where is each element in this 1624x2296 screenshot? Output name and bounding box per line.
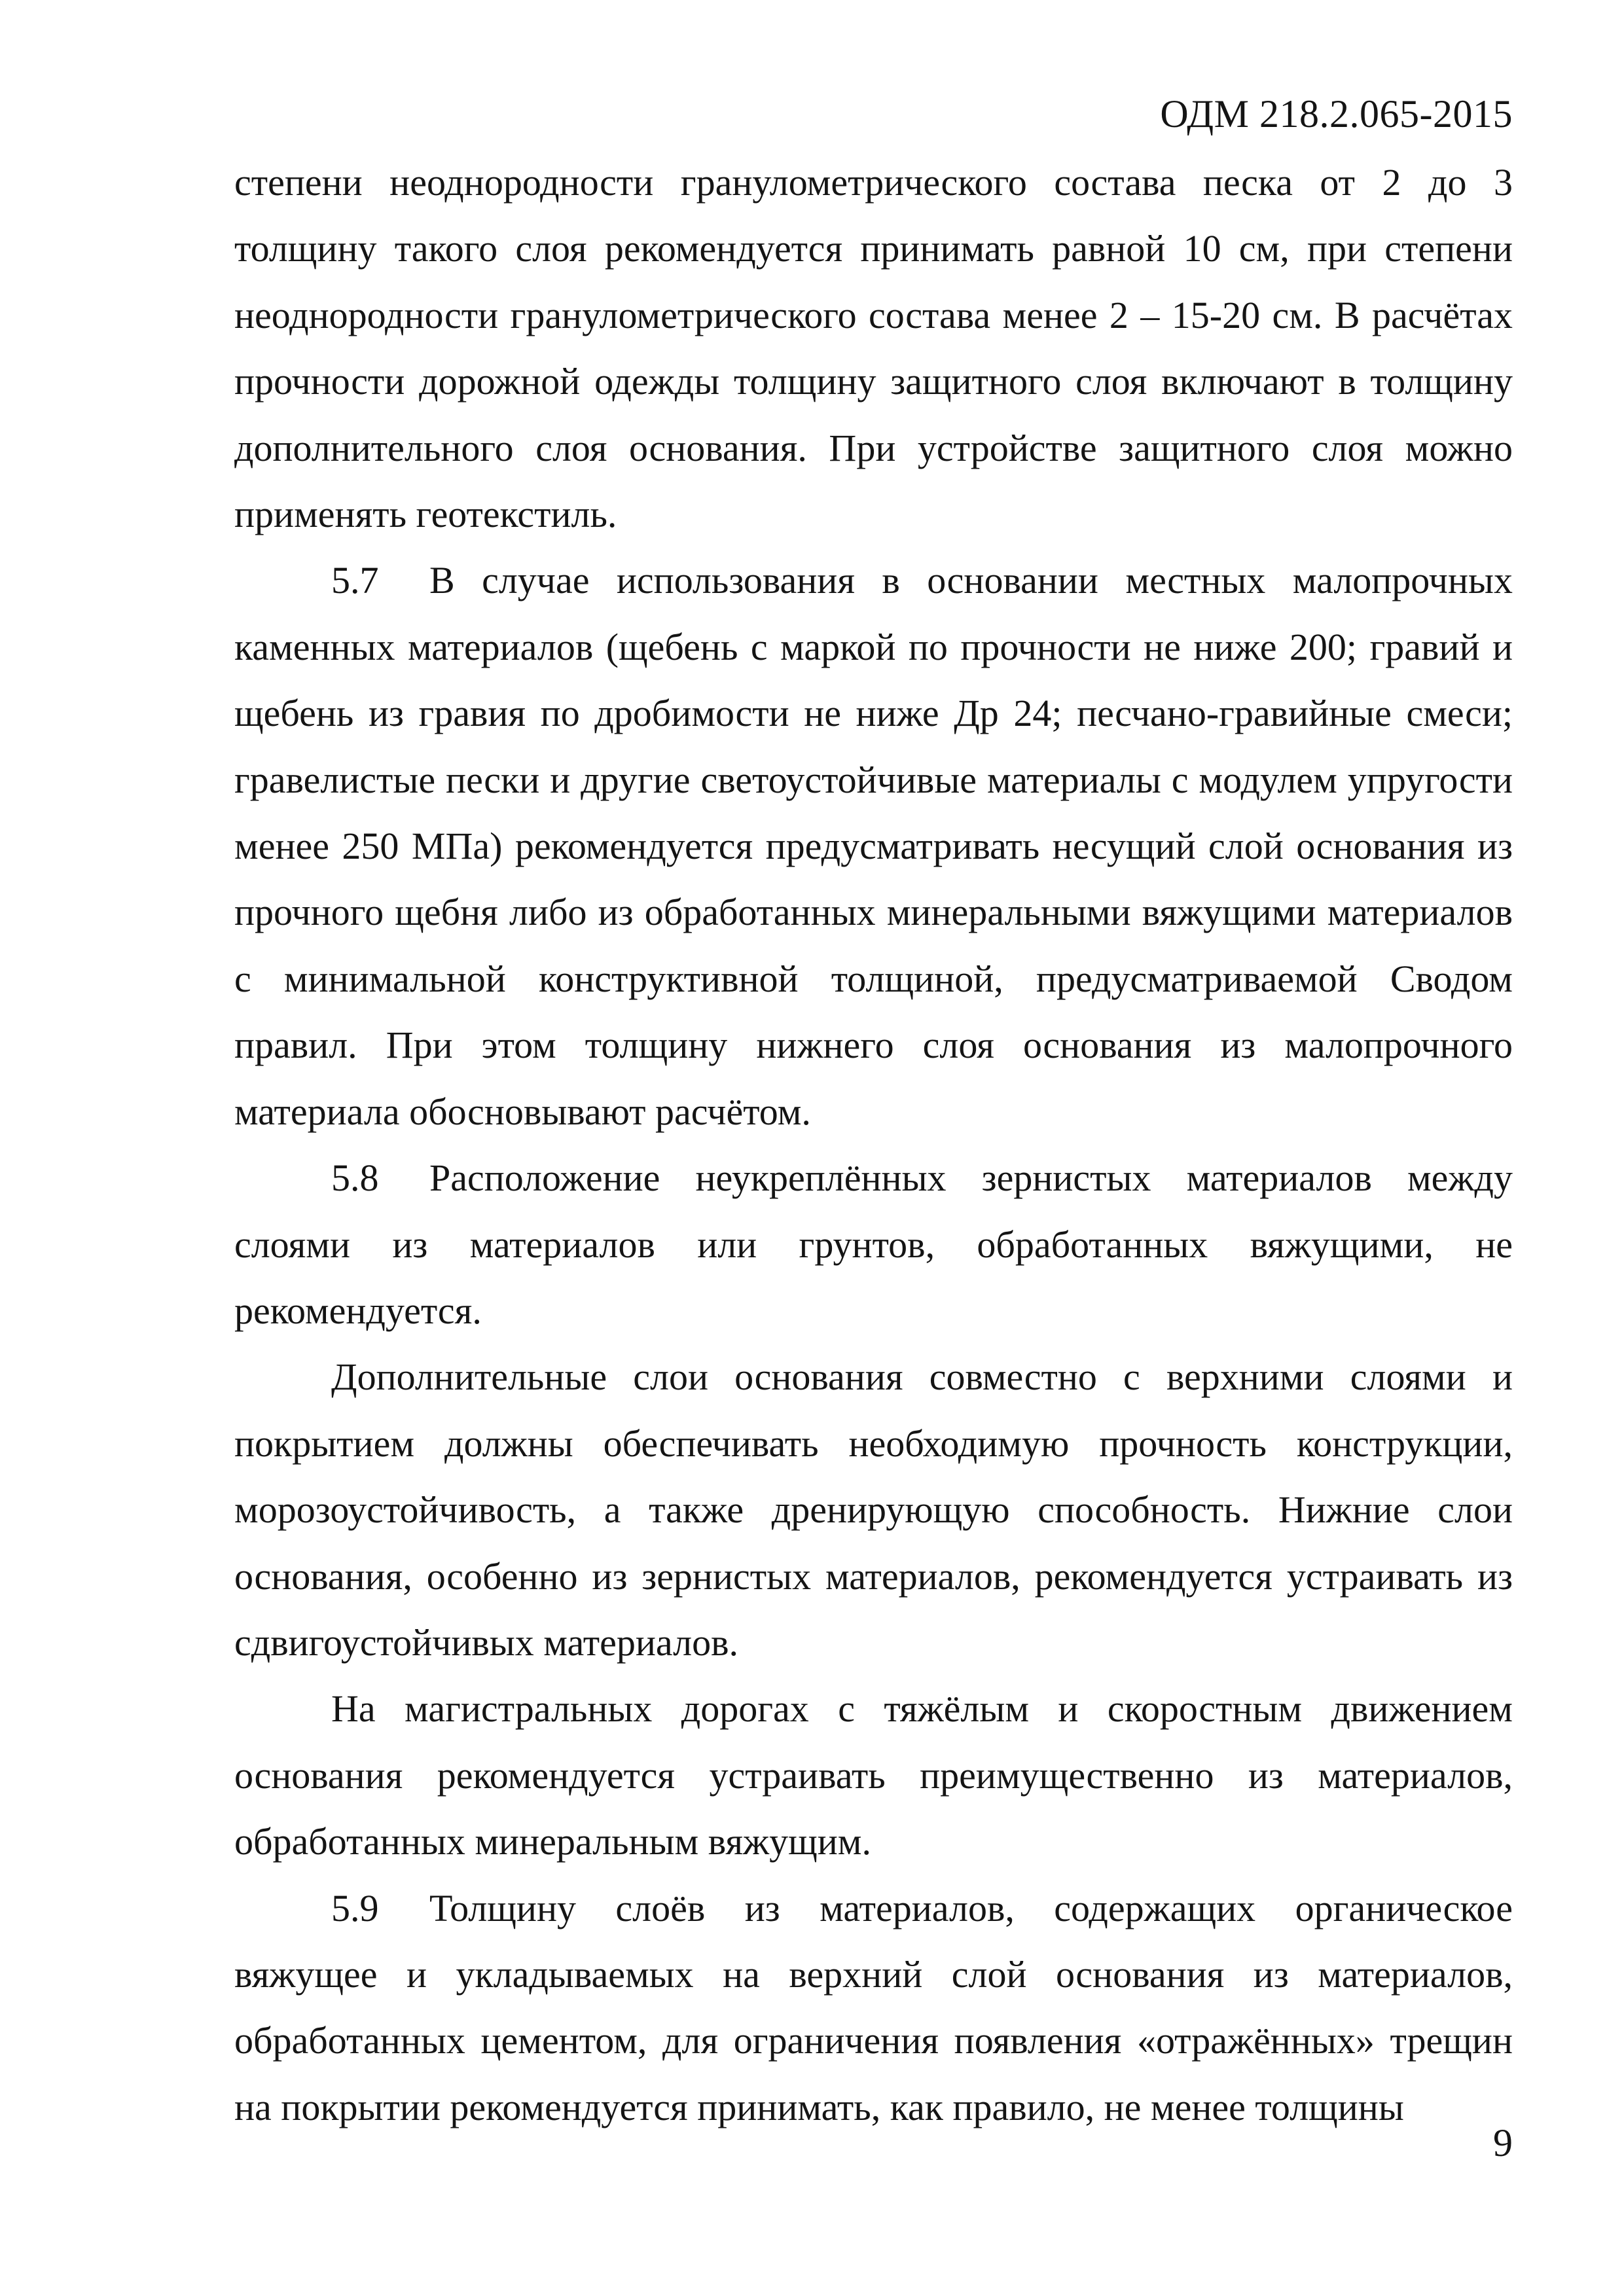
page-number: 9 (1493, 2121, 1513, 2164)
paragraph-5-9 (234, 1875, 1513, 2141)
paragraph-text: В случае использования в основании местных малопрочных каменных материалов (щебень с маркой по прочности не ниже 200; гравий и щебень из гравия по дробимости не ниже Др 24; песчано-гравийные смеси; гравелистые пески и другие светоустойчивые материалы с модулем упругости менее 250 МПа) рекомендуется предусматривать несущий слой основания из прочного щебня либо из обработанных минеральными вяжущими материалов с минимальной конструктивной толщиной, предусматриваемой Сводом правил. При этом толщину нижнего слоя основания из малопрочного материала обосновывают расчётом. (234, 559, 1513, 1133)
paragraph-text: Расположение неукреплённых зернистых материалов между слоями из материалов или грунтов, обработанных вяжущими, не рекомендуется. (234, 1157, 1513, 1332)
paragraph-main-roads: На магистральных дорогах с тяжёлым и скоростным движением основания рекомендуется устраивать преимущественно из материалов, обработанных минеральным вяжущим. (234, 1687, 1513, 1863)
paragraph-number: 5.7 (331, 559, 379, 602)
paragraph-continuation: степени неоднородности гранулометрического состава песка от 2 до 3 толщину такого слоя рекомендуется принимать равной 10 см, при степени неоднородности гранулометрического состава менее 2 – 15-20 см. В расчётах прочности дорожной одежды толщину защитного слоя включают в толщину дополнительного слоя основания. При устройстве защитного слоя можно применять геотекстиль. (234, 161, 1513, 536)
paragraph-5-7 (234, 547, 1513, 1145)
paragraph-text: Толщину слоёв из материалов, содержащих органическое вяжущее и укладываемых на верхний слой основания из материалов, обработанных цементом, для ограничения появления «отражённых» трещин на покрытии рекомендуется принимать, как правило, не менее толщины (234, 1886, 1513, 2128)
document-body (234, 149, 1513, 2140)
paragraph-number: 5.9 (331, 1886, 379, 1929)
paragraph-5-8 (234, 1145, 1513, 1344)
document-code-header: ОДМ 218.2.065-2015 (1160, 92, 1513, 135)
paragraph-additional-layers: Дополнительные слои основания совместно с верхними слоями и покрытием должны обеспечивать необходимую прочность конструкции, морозоустойчивость, а также дренирующую способность. Нижние слои основания, особенно из зернистых материалов, рекомендуется устраивать из сдвигоустойчивых материалов. (234, 1355, 1513, 1664)
paragraph-number: 5.8 (331, 1157, 379, 1200)
